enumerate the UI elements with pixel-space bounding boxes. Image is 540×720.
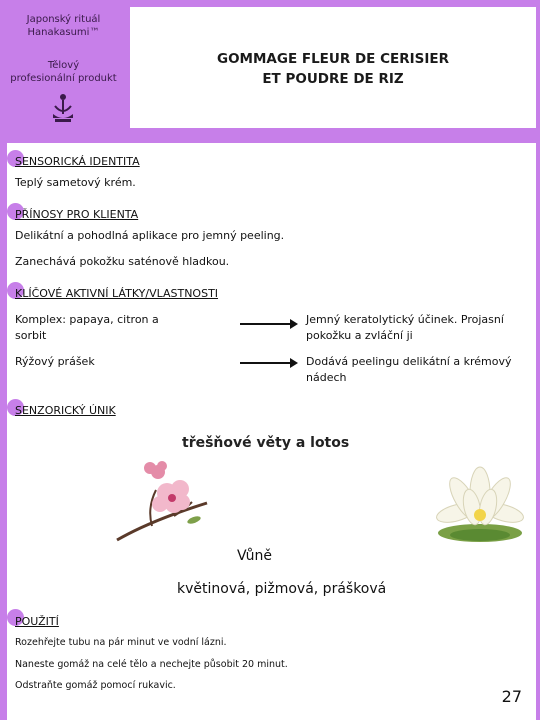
brand-panel: [0, 0, 127, 128]
brand-line-1: Japonský rituál: [26, 14, 101, 25]
scent-notes: květinová, pižmová, prášková: [177, 581, 387, 597]
sensory-identity-heading: SENSORICKÁ IDENTITA: [15, 155, 140, 168]
active-effect-1-line-2: pokožku a zvláční ji: [306, 329, 413, 342]
product-type-line-1: Tělový: [47, 60, 80, 71]
product-type-line-2: profesionální produkt: [10, 73, 117, 84]
water-lily-icon: [430, 453, 530, 545]
sensory-escape-heading: SENZORICKÝ ÚNIK: [15, 404, 116, 417]
actives-heading: KLÍČOVÉ AKTIVNÍ LÁTKY/VLASTNOSTI: [15, 287, 219, 300]
product-title-line-2: ET POUDRE DE RIZ: [262, 71, 404, 87]
active-ingredient-2-line-1: Rýžový prášek: [15, 355, 95, 368]
active-ingredient-1-line-2: sorbit: [15, 329, 47, 342]
active-effect-2-line-2: nádech: [306, 371, 347, 384]
page-number: 27: [501, 687, 522, 706]
active-effect-1-line-1: Jemný keratolytický účinek. Projasní: [306, 313, 504, 326]
usage-step-1: Rozehřejte tubu na pár minut ve vodní lázni.: [15, 637, 227, 648]
usage-step-2: Naneste gomáž na celé tělo a nechejte působit 20 minut.: [15, 659, 288, 670]
cherry-blossom-icon: [112, 458, 212, 543]
benefits-heading: PŘÍNOSY PRO KLIENTA: [15, 208, 139, 221]
scent-label: Vůně: [237, 548, 272, 564]
product-title-line-1: GOMMAGE FLEUR DE CERISIER: [216, 51, 450, 67]
scent-title: třešňové věty a lotos: [182, 435, 350, 451]
usage-heading: POUŽITÍ: [15, 615, 59, 628]
arrow-right-icon: [240, 358, 298, 368]
lotus-emblem-icon: [51, 92, 75, 124]
benefits-text-2: Zanechává pokožku saténově hladkou.: [15, 255, 230, 268]
usage-step-3: Odstraňte gomáž pomocí rukavic.: [15, 680, 176, 691]
content-panel: [7, 143, 536, 720]
benefits-text-1: Delikátní a pohodlná aplikace pro jemný peeling.: [15, 229, 285, 242]
title-box: [130, 7, 536, 128]
active-ingredient-1-line-1: Komplex: papaya, citron a: [15, 313, 159, 326]
active-effect-2-line-1: Dodává peelingu delikátní a krémový: [306, 355, 512, 368]
sensory-identity-text: Teplý sametový krém.: [15, 176, 136, 189]
arrow-right-icon: [240, 319, 298, 329]
brand-line-2: Hanakasumi™: [27, 27, 100, 38]
